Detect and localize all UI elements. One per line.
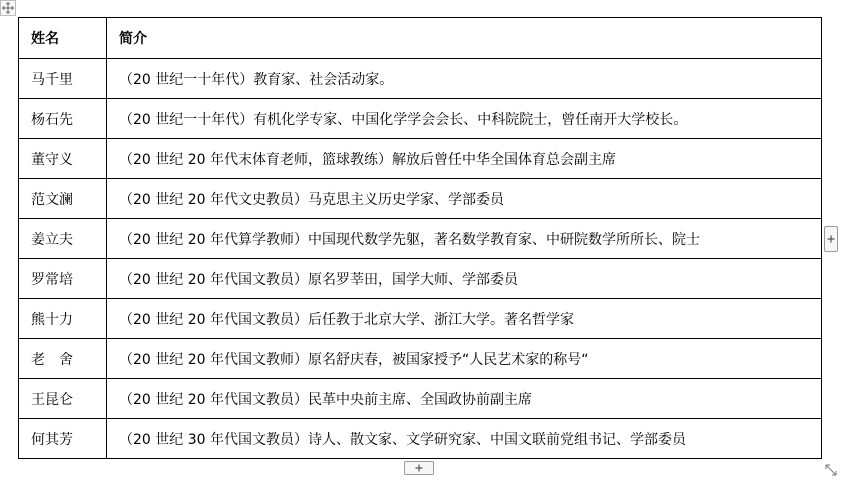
document-table-container: [18, 17, 821, 459]
intro-cell[interactable]: （20 世纪 20 年代末体育老师，篮球教练）解放后曾任中华全国体育总会副主席: [107, 139, 822, 179]
name-cell[interactable]: 熊十力: [19, 299, 107, 339]
intro-cell[interactable]: （20 世纪 20 年代算学教师）中国现代数学先躯，著名数学教育家、中研院数学所所长、院士: [107, 219, 822, 259]
name-cell[interactable]: 马千里: [19, 59, 107, 99]
table-move-handle[interactable]: [0, 0, 16, 16]
table-row: [19, 139, 822, 179]
name-cell[interactable]: 姜立夫: [19, 219, 107, 259]
name-cell[interactable]: 何其芳: [19, 419, 107, 459]
intro-cell[interactable]: （20 世纪 20 年代文史教员）马克思主义历史学家、学部委员: [107, 179, 822, 219]
name-cell[interactable]: 董守义: [19, 139, 107, 179]
add-column-button[interactable]: [824, 226, 838, 252]
intro-cell[interactable]: （20 世纪 20 年代国文教员）原名罗莘田，国学大师、学部委员: [107, 259, 822, 299]
intro-cell[interactable]: （20 世纪 20 年代国文教员）后任教于北京大学、浙江大学。著名哲学家: [107, 299, 822, 339]
name-cell[interactable]: 范文澜: [19, 179, 107, 219]
table-row: [19, 379, 822, 419]
header-intro-cell[interactable]: 简介: [107, 18, 822, 59]
move-arrows-icon: [2, 2, 14, 14]
table-header-row: [19, 18, 822, 59]
table-body: [19, 59, 822, 459]
table-row: [19, 339, 822, 379]
name-cell[interactable]: 杨石先: [19, 99, 107, 139]
table-row: [19, 179, 822, 219]
diagonal-resize-icon: [824, 463, 838, 477]
intro-cell[interactable]: （20 世纪 30 年代国文教员）诗人、散文家、文学研究家、中国文联前党组书记、学部委员: [107, 419, 822, 459]
intro-cell[interactable]: （20 世纪一十年代）有机化学专家、中国化学学会会长、中科院院士，曾任南开大学校长。: [107, 99, 822, 139]
name-cell[interactable]: 老 舍: [19, 339, 107, 379]
table-row: [19, 219, 822, 259]
intro-cell[interactable]: （20 世纪一十年代）教育家、社会活动家。: [107, 59, 822, 99]
intro-cell[interactable]: （20 世纪 20 年代国文教师）原名舒庆春，被国家授予“人民艺术家的称号“: [107, 339, 822, 379]
name-cell[interactable]: 王昆仑: [19, 379, 107, 419]
table-resize-handle[interactable]: [823, 462, 839, 478]
document-table: [18, 17, 822, 459]
plus-icon: [827, 235, 835, 243]
plus-icon: [415, 464, 423, 472]
add-row-button[interactable]: [404, 461, 434, 475]
name-cell[interactable]: 罗常培: [19, 259, 107, 299]
table-row: [19, 419, 822, 459]
header-name-cell[interactable]: 姓名: [19, 18, 107, 59]
table-row: [19, 299, 822, 339]
table-row: [19, 259, 822, 299]
table-row: [19, 99, 822, 139]
intro-cell[interactable]: （20 世纪 20 年代国文教员）民革中央前主席、全国政协前副主席: [107, 379, 822, 419]
table-row: [19, 59, 822, 99]
